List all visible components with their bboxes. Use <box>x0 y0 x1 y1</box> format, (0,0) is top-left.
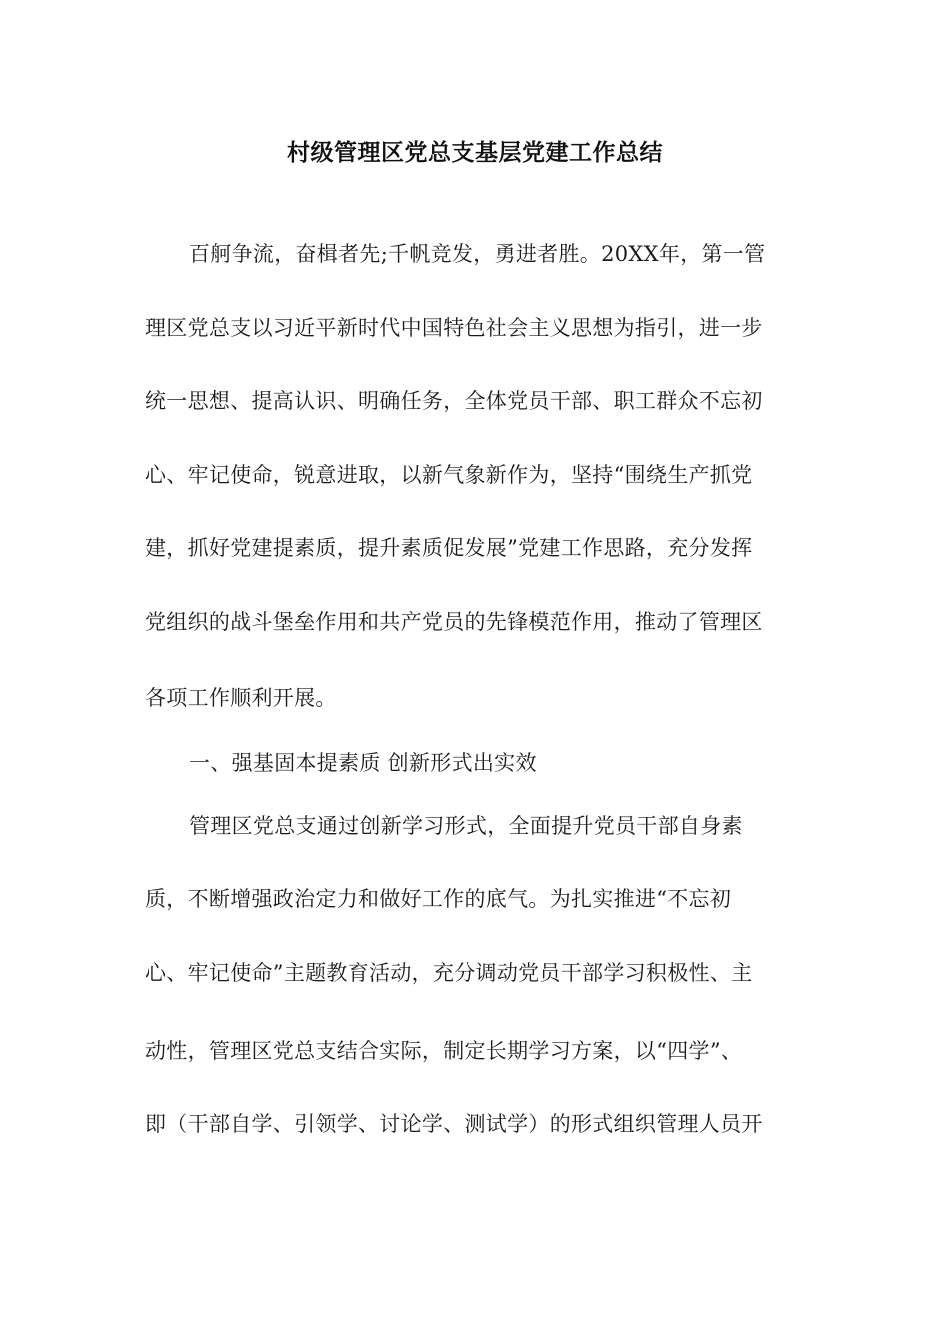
paragraph-1-line-7: 各项工作顺利开展。 <box>145 686 337 710</box>
paragraph-2-line-4: 动性，管理区党总支结合实际，制定长期学习方案，以“四学”、 <box>145 1039 743 1063</box>
document-title: 村级管理区党总支基层党建工作总结 <box>287 140 663 166</box>
paragraph-1-line-3: 统一思想、提高认识、明确任务，全体党员干部、职工群众不忘初 <box>145 389 763 413</box>
paragraph-2-line-2: 质，不断增强政治定力和做好工作的底气。为扎实推进“不忘初 <box>145 887 732 911</box>
paragraph-2-line-1: 管理区党总支通过创新学习形式，全面提升党员干部自身素 <box>189 814 743 838</box>
paragraph-1-line-2: 理区党总支以习近平新时代中国特色社会主义思想为指引，进一步 <box>145 316 763 340</box>
paragraph-1-line-1: 百舸争流，奋楫者先;千帆竞发，勇进者胜。20XX年，第一管 <box>189 242 766 266</box>
paragraph-1-line-6: 党组织的战斗堡垒作用和共产党员的先锋模范作用，推动了管理区 <box>145 610 763 634</box>
paragraph-1-line-5: 建，抓好党建提素质，提升素质促发展”党建工作思路，充分发挥 <box>145 536 753 560</box>
paragraph-1-line-4: 心、牢记使命，锐意进取，以新气象新作为，坚持“围绕生产抓党 <box>145 463 753 487</box>
paragraph-2-line-5: 即（干部自学、引领学、讨论学、测试学）的形式组织管理人员开 <box>145 1112 763 1136</box>
paragraph-2-line-3: 心、牢记使命”主题教育活动，充分调动党员干部学习积极性、主 <box>145 961 753 985</box>
section-heading-1: 一、强基固本提素质 创新形式出实效 <box>189 751 537 775</box>
